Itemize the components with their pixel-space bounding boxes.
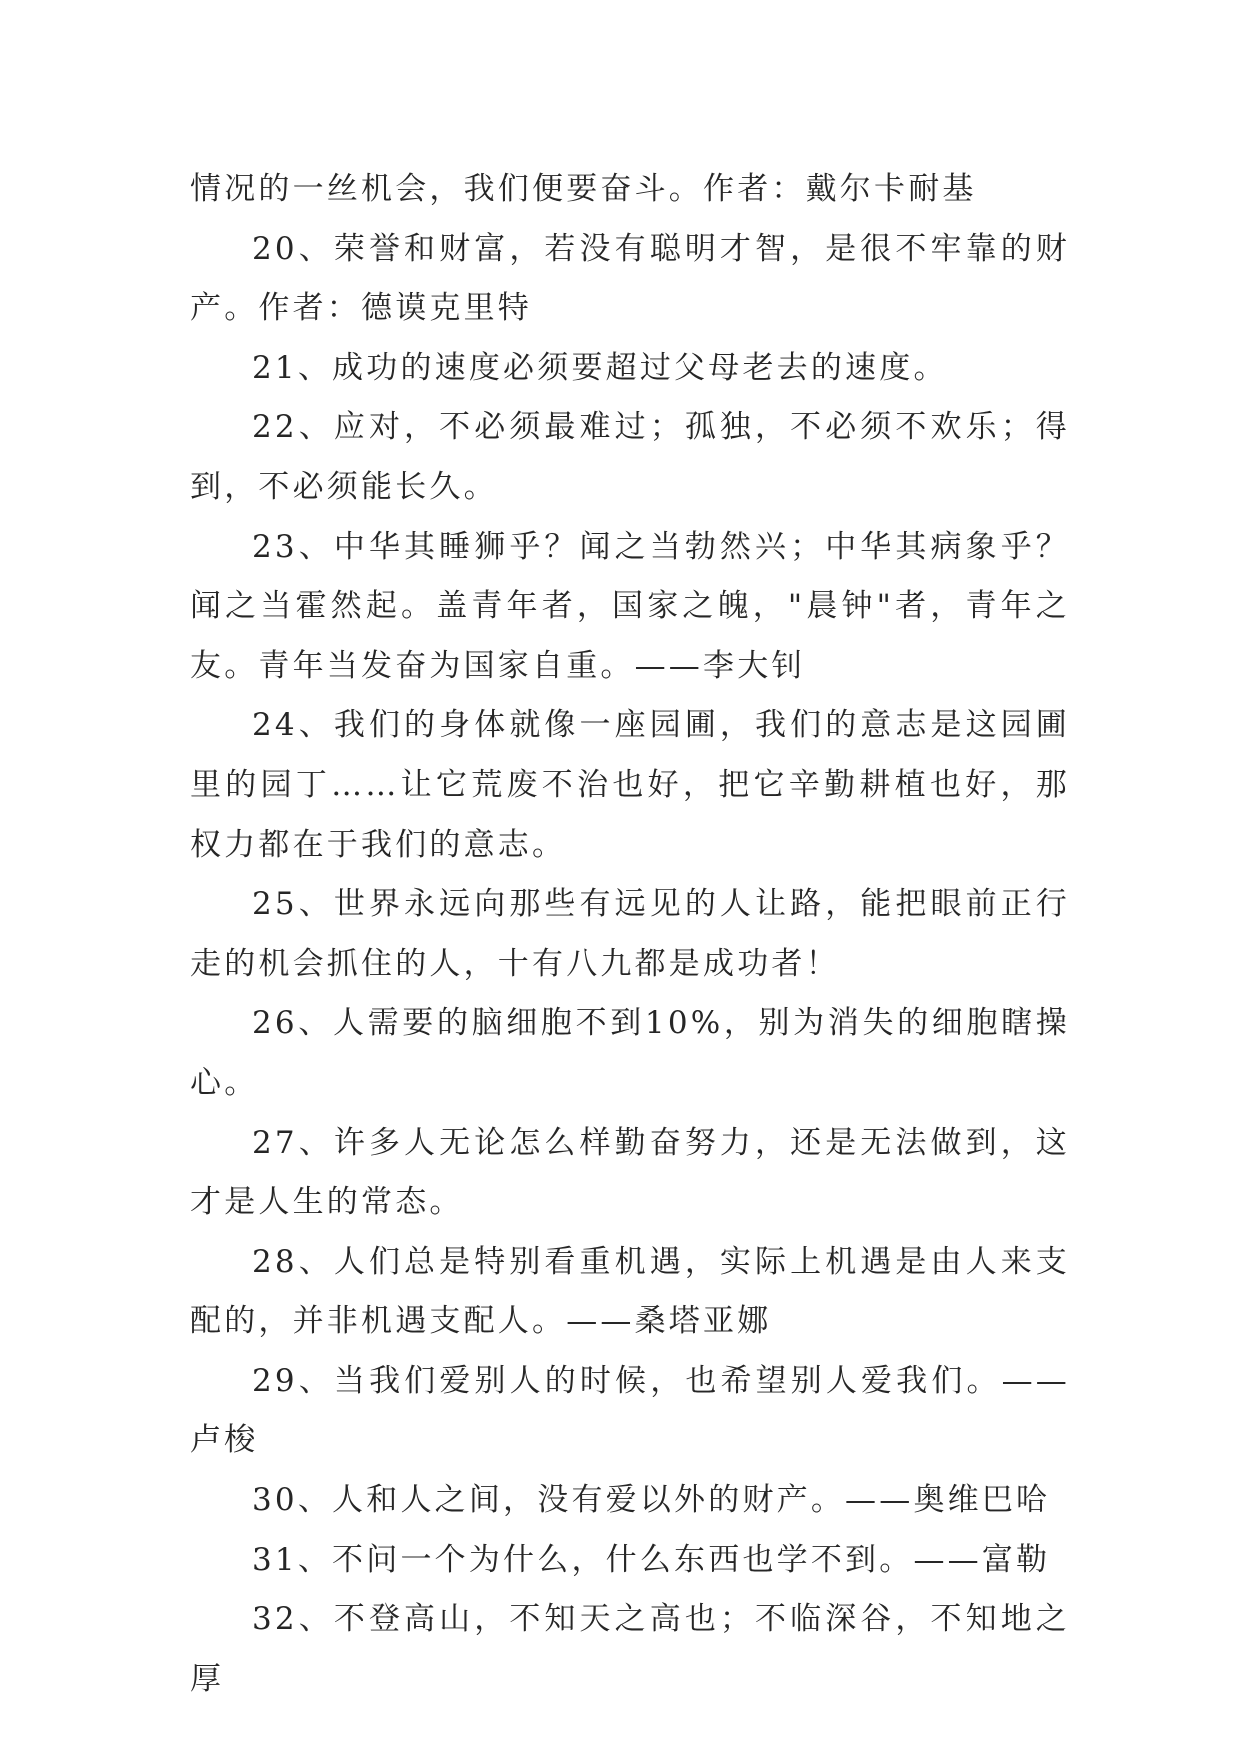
paragraph-quote-31: 31、不问一个为什么，什么东西也学不到。——富勒 xyxy=(252,1541,1051,1578)
paragraph-quote-29: 29、当我们爱别人的时候，也希望别人爱我们。——卢梭 xyxy=(190,1362,1070,1459)
paragraph-quote-24: 24、我们的身体就像一座园圃，我们的意志是这园圃里的园丁……让它荒废不治也好，把它辛勤耕植也好，那权力都在于我们的意志。 xyxy=(190,707,1070,863)
paragraph-quote-25: 25、世界永远向那些有远见的人让路，能把眼前正行走的机会抓住的人，十有八九都是成功者！ xyxy=(190,886,1070,982)
paragraph-quote-30: 30、人和人之间，没有爱以外的财产。——奥维巴哈 xyxy=(252,1482,1051,1519)
document-body xyxy=(190,160,1070,1709)
paragraph-quote-20: 20、荣誉和财富，若没有聪明才智，是很不牢靠的财产。作者：德谟克里特 xyxy=(190,230,1070,327)
paragraph-quote-27: 27、许多人无论怎么样勤奋努力，还是无法做到，这才是人生的常态。 xyxy=(190,1124,1070,1221)
paragraph-continuation: 情况的一丝机会，我们便要奋斗。作者：戴尔卡耐基 xyxy=(190,171,977,207)
paragraph-quote-21: 21、成功的速度必须要超过父母老去的速度。 xyxy=(252,349,948,386)
paragraph-quote-22: 22、应对，不必须最难过；孤独，不必须不欢乐；得到，不必须能长久。 xyxy=(190,409,1070,505)
paragraph-quote-26: 26、人需要的脑细胞不到10%，别为消失的细胞瞎操心。 xyxy=(190,1005,1070,1101)
paragraph-quote-32: 32、不登高山，不知天之高也；不临深谷，不知地之厚 xyxy=(190,1601,1070,1697)
paragraph-quote-28: 28、人们总是特别看重机遇，实际上机遇是由人来支配的，并非机遇支配人。——桑塔亚娜 xyxy=(190,1243,1070,1340)
paragraph-quote-23: 23、中华其睡狮乎？闻之当勃然兴；中华其病象乎？闻之当霍然起。盖青年者，国家之魄，"晨钟"者，青年之友。青年当发奋为国家自重。——李大钊 xyxy=(190,528,1070,684)
